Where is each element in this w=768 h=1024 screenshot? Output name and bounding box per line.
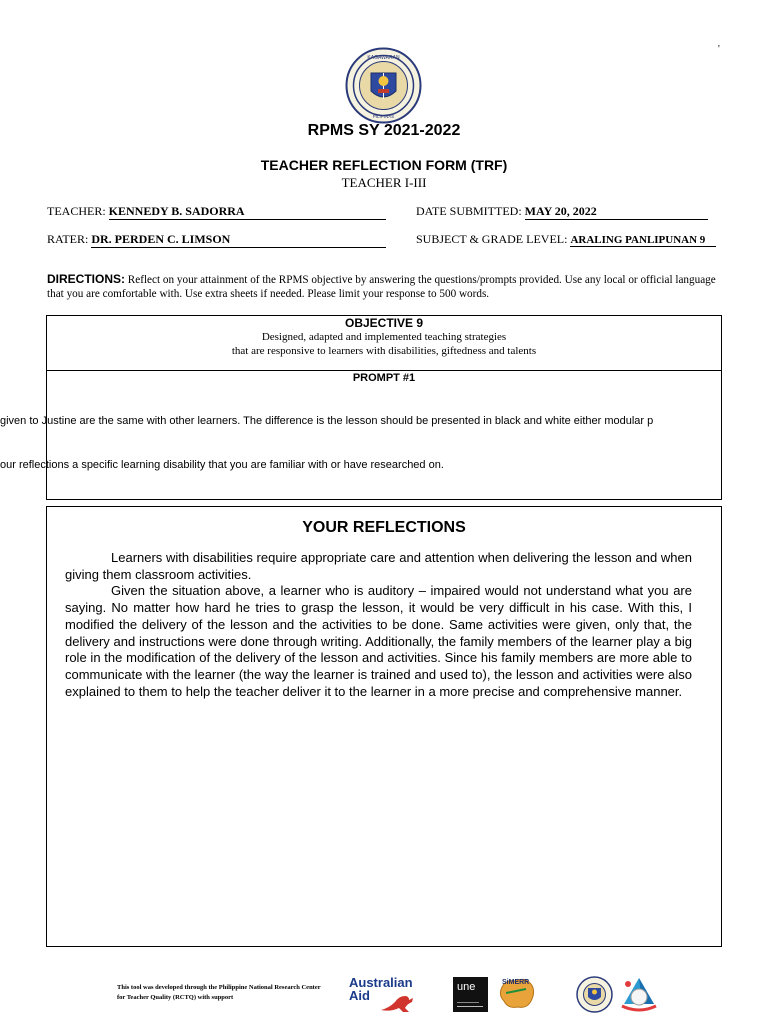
svg-text:PILIPINAS: PILIPINAS — [372, 114, 395, 119]
deped-seal-small-logo — [576, 976, 613, 1013]
une-logo — [453, 977, 488, 1012]
une-logo-text: une — [457, 981, 476, 993]
objective-box — [46, 315, 722, 371]
corner-mark: ' — [718, 44, 720, 55]
date-field — [416, 204, 708, 220]
rater-value: DR. PERDEN C. LIMSON — [91, 232, 386, 248]
date-label: DATE SUBMITTED: — [416, 204, 522, 218]
reflection-paragraph-1: Learners with disabilities require appropriate care and attention when delivering the lesson and when giving them classroom activities. — [65, 550, 692, 582]
australian-aid-logo — [349, 976, 424, 1016]
kangaroo-icon — [379, 992, 417, 1014]
prompt-box — [46, 370, 722, 500]
reflections-body — [65, 550, 692, 700]
subject-field — [416, 232, 716, 247]
deped-seal-logo — [345, 47, 422, 124]
reflections-box — [46, 506, 722, 947]
teacher-label: TEACHER: — [47, 204, 106, 218]
simerr-logo — [496, 975, 538, 1013]
simerr-text: SiMERR — [502, 979, 530, 986]
prompt-title: PROMPT #1 — [352, 372, 416, 384]
rctq-logo — [618, 974, 660, 1014]
teacher-value: KENNEDY B. SADORRA — [109, 204, 386, 220]
objective-title: OBJECTIVE 9 — [344, 316, 424, 330]
objective-line-2: that are responsive to learners with disabilities, giftedness and talents — [231, 345, 537, 357]
australian-aid-line1: Australian — [349, 975, 413, 990]
reflections-title: YOUR REFLECTIONS — [302, 519, 466, 536]
page-title: RPMS SY 2021-2022 — [307, 122, 461, 139]
date-value: MAY 20, 2022 — [525, 204, 708, 220]
directions-label: DIRECTIONS: — [47, 272, 125, 286]
subject-value: ARALING PANLIPUNAN 9 — [570, 234, 716, 247]
form-title: TEACHER REFLECTION FORM (TRF) — [260, 157, 508, 173]
svg-text:KAGAWARAN: KAGAWARAN — [367, 55, 400, 61]
directions — [47, 272, 723, 301]
teacher-field — [47, 204, 386, 220]
directions-text: Reflect on your attainment of the RPMS objective by answering the questions/prompts provided. Use any local or official language that you are comfortable with. Use extra sheets if needed. Please limit your response to 500 words. — [47, 274, 716, 300]
footer-note: This tool was developed through the Philippine National Research Center for Teacher Quality (RCTQ) with support — [117, 984, 321, 1001]
reflection-paragraph-2: Given the situation above, a learner who is auditory – impaired would not understand what you are saying. No matter how hard he tries to grasp the lesson, it would be very difficult in his case. With this, I modified the delivery of the lesson and the activities to be done. Same activities were given, only that, the delivery and instructions were done through writing. Additionally, the family members of the learner play a big role in the modification of the delivery of the lesson and activities. Since his family members are more able to communicate with the learner (the way the learner is trained and used to), the lesson and activities were also explained to them to help the teacher deliver it to the learner in a more precise and comprehensive manner. — [65, 583, 692, 699]
subject-label: SUBJECT & GRADE LEVEL: — [416, 232, 568, 246]
form-subtitle: TEACHER I-III — [341, 175, 427, 190]
prompt-text-line-2: our reflections a specific learning disability that you are familiar with or have researched on. — [0, 459, 444, 471]
australian-aid-line2: Aid — [349, 988, 370, 1003]
prompt-text-line-1: given to Justine are the same with other learners. The difference is the lesson should be presented in black and white either modular p — [0, 415, 654, 427]
rater-label: RATER: — [47, 232, 89, 246]
objective-line-1: Designed, adapted and implemented teaching strategies — [261, 331, 507, 343]
rater-field — [47, 232, 386, 248]
